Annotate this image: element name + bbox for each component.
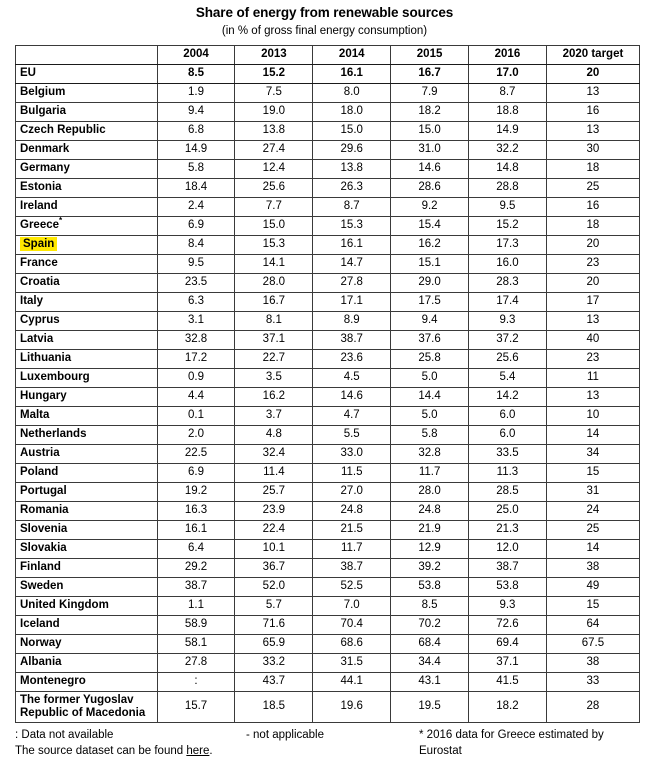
cell-value: 25 <box>546 520 639 539</box>
cell-country <box>16 235 158 254</box>
cell-country: Czech Republic <box>16 121 158 140</box>
cell-value: 23 <box>546 349 639 368</box>
cell-value: 27.4 <box>235 140 313 159</box>
table-row <box>16 349 640 368</box>
table-row <box>16 539 640 558</box>
cell-value: 4.4 <box>157 387 235 406</box>
cell-value: 18.8 <box>469 102 547 121</box>
cell-value: 27.0 <box>313 482 391 501</box>
footnote-greece-estimate: * 2016 data for Greece estimated by Eurostat <box>419 729 604 757</box>
cell-value: 25.6 <box>235 178 313 197</box>
cell-value: 8.0 <box>313 83 391 102</box>
cell-value: 17.5 <box>391 292 469 311</box>
cell-country: France <box>16 254 158 273</box>
cell-value: 70.4 <box>313 615 391 634</box>
cell-value: 19.6 <box>313 691 391 722</box>
cell-value: 25.6 <box>469 349 547 368</box>
cell-value: 68.4 <box>391 634 469 653</box>
cell-value: 34 <box>546 444 639 463</box>
cell-value: 8.9 <box>313 311 391 330</box>
cell-value: 58.9 <box>157 615 235 634</box>
cell-value: 53.8 <box>391 577 469 596</box>
cell-value: 9.5 <box>157 254 235 273</box>
header-cell-2016: 2016 <box>469 45 547 64</box>
cell-value: 30 <box>546 140 639 159</box>
table-row <box>16 444 640 463</box>
cell-country: Slovakia <box>16 539 158 558</box>
cell-value: 2.4 <box>157 197 235 216</box>
table-row <box>16 178 640 197</box>
cell-value: 11.7 <box>313 539 391 558</box>
cell-value: 21.3 <box>469 520 547 539</box>
header-cell-2013: 2013 <box>235 45 313 64</box>
cell-value: 19.2 <box>157 482 235 501</box>
source-dataset-link[interactable]: here <box>186 745 210 758</box>
table-row <box>16 273 640 292</box>
cell-value: 1.1 <box>157 596 235 615</box>
cell-value: 9.3 <box>469 596 547 615</box>
cell-value: 32.8 <box>157 330 235 349</box>
footnote-not-applicable: - not applicable <box>246 729 324 742</box>
cell-value: 3.1 <box>157 311 235 330</box>
cell-value: 27.8 <box>157 653 235 672</box>
cell-value: 14.4 <box>391 387 469 406</box>
cell-value: 33.0 <box>313 444 391 463</box>
cell-value: 40 <box>546 330 639 349</box>
cell-value: 69.4 <box>469 634 547 653</box>
table-row <box>16 311 640 330</box>
cell-value: 8.1 <box>235 311 313 330</box>
cell-value: 24 <box>546 501 639 520</box>
cell-value: 20 <box>546 273 639 292</box>
cell-value: 16.1 <box>157 520 235 539</box>
cell-value: 21.9 <box>391 520 469 539</box>
cell-value: 15.0 <box>391 121 469 140</box>
table-container <box>15 45 640 723</box>
table-row <box>16 159 640 178</box>
cell-country: Portugal <box>16 482 158 501</box>
table-row <box>16 406 640 425</box>
cell-value: 14 <box>546 539 639 558</box>
cell-value: 7.5 <box>235 83 313 102</box>
cell-country: Greece* <box>16 216 158 235</box>
cell-value: 64 <box>546 615 639 634</box>
cell-country: Netherlands <box>16 425 158 444</box>
cell-value: 8.7 <box>313 197 391 216</box>
cell-value: 15.0 <box>313 121 391 140</box>
cell-value: 14.2 <box>469 387 547 406</box>
table-row <box>16 482 640 501</box>
table-row <box>16 672 640 691</box>
cell-value: 17.4 <box>469 292 547 311</box>
cell-value: 38 <box>546 653 639 672</box>
cell-value: 6.9 <box>157 216 235 235</box>
header-cell-2014: 2014 <box>313 45 391 64</box>
cell-value: 7.7 <box>235 197 313 216</box>
cell-value: 15.7 <box>157 691 235 722</box>
cell-value: 16.7 <box>235 292 313 311</box>
table-row <box>16 197 640 216</box>
cell-value: 29.2 <box>157 558 235 577</box>
footnotes <box>15 728 640 760</box>
cell-value: 0.9 <box>157 368 235 387</box>
cell-value: 20 <box>546 235 639 254</box>
cell-value: 16.2 <box>235 387 313 406</box>
title-block <box>0 0 649 39</box>
cell-value: 38.7 <box>313 330 391 349</box>
cell-value: 20 <box>546 64 639 83</box>
cell-value: 22.7 <box>235 349 313 368</box>
cell-value: 16.0 <box>469 254 547 273</box>
table-row <box>16 463 640 482</box>
table-row <box>16 254 640 273</box>
cell-country: Denmark <box>16 140 158 159</box>
cell-value: 11.5 <box>313 463 391 482</box>
cell-value: 25.0 <box>469 501 547 520</box>
cell-value: 4.8 <box>235 425 313 444</box>
cell-country: Sweden <box>16 577 158 596</box>
cell-value: 1.9 <box>157 83 235 102</box>
cell-value: 5.0 <box>391 406 469 425</box>
header-cell-2004: 2004 <box>157 45 235 64</box>
cell-value: 24.8 <box>313 501 391 520</box>
cell-value: 22.4 <box>235 520 313 539</box>
cell-value: 2.0 <box>157 425 235 444</box>
cell-value: 13 <box>546 387 639 406</box>
cell-value: 9.4 <box>391 311 469 330</box>
header-cell-2015: 2015 <box>391 45 469 64</box>
cell-value: 9.3 <box>469 311 547 330</box>
cell-value: 16.1 <box>313 235 391 254</box>
table-row <box>16 64 640 83</box>
cell-country: Hungary <box>16 387 158 406</box>
cell-value: 16 <box>546 197 639 216</box>
footnote-asterisk: * <box>59 216 63 226</box>
cell-value: 15.2 <box>235 64 313 83</box>
cell-value: 8.7 <box>469 83 547 102</box>
cell-value: 23.6 <box>313 349 391 368</box>
cell-value: 70.2 <box>391 615 469 634</box>
cell-value: 9.5 <box>469 197 547 216</box>
cell-value: 5.5 <box>313 425 391 444</box>
cell-value: 18.5 <box>235 691 313 722</box>
cell-value: 14.6 <box>313 387 391 406</box>
table-row <box>16 330 640 349</box>
cell-country: Ireland <box>16 197 158 216</box>
table-row <box>16 387 640 406</box>
cell-value: 38.7 <box>157 577 235 596</box>
cell-value: 6.0 <box>469 406 547 425</box>
cell-value: 32.4 <box>235 444 313 463</box>
cell-value: 38.7 <box>313 558 391 577</box>
table-row <box>16 102 640 121</box>
cell-value: 13 <box>546 121 639 140</box>
cell-country: Bulgaria <box>16 102 158 121</box>
cell-value: 53.8 <box>469 577 547 596</box>
cell-value: 14.6 <box>391 159 469 178</box>
cell-value: 26.3 <box>313 178 391 197</box>
cell-value: 37.1 <box>235 330 313 349</box>
cell-value: 11.3 <box>469 463 547 482</box>
cell-value: 15.4 <box>391 216 469 235</box>
cell-country: Iceland <box>16 615 158 634</box>
cell-country: Poland <box>16 463 158 482</box>
table-row <box>16 501 640 520</box>
cell-value: 28 <box>546 691 639 722</box>
cell-country: Norway <box>16 634 158 653</box>
table-row <box>16 634 640 653</box>
header-cell-country <box>16 45 158 64</box>
cell-value: 7.0 <box>313 596 391 615</box>
cell-country: Lithuania <box>16 349 158 368</box>
cell-value: 5.8 <box>391 425 469 444</box>
cell-value: 28.6 <box>391 178 469 197</box>
cell-value: 14.7 <box>313 254 391 273</box>
table-row <box>16 368 640 387</box>
cell-value: 15.3 <box>235 235 313 254</box>
cell-value: 13 <box>546 83 639 102</box>
cell-country: Germany <box>16 159 158 178</box>
cell-value: 6.0 <box>469 425 547 444</box>
cell-value: 17.3 <box>469 235 547 254</box>
cell-value: 5.7 <box>235 596 313 615</box>
cell-value: 23.9 <box>235 501 313 520</box>
cell-value: 15.2 <box>469 216 547 235</box>
table-row <box>16 577 640 596</box>
cell-value: 65.9 <box>235 634 313 653</box>
cell-country: Austria <box>16 444 158 463</box>
cell-value: 33 <box>546 672 639 691</box>
cell-value: 38 <box>546 558 639 577</box>
cell-value: 6.3 <box>157 292 235 311</box>
cell-value: : <box>157 672 235 691</box>
cell-value: 17 <box>546 292 639 311</box>
cell-value: 6.4 <box>157 539 235 558</box>
cell-value: 6.9 <box>157 463 235 482</box>
cell-value: 31.5 <box>313 653 391 672</box>
cell-value: 14.9 <box>157 140 235 159</box>
table-row <box>16 691 640 722</box>
cell-value: 28.5 <box>469 482 547 501</box>
cell-value: 3.7 <box>235 406 313 425</box>
cell-value: 15 <box>546 596 639 615</box>
cell-country: Croatia <box>16 273 158 292</box>
cell-value: 18.0 <box>313 102 391 121</box>
cell-value: 14 <box>546 425 639 444</box>
cell-value: 16.2 <box>391 235 469 254</box>
cell-value: 11 <box>546 368 639 387</box>
cell-value: 14.9 <box>469 121 547 140</box>
cell-country: EU <box>16 64 158 83</box>
cell-value: 68.6 <box>313 634 391 653</box>
cell-value: 6.8 <box>157 121 235 140</box>
renewable-energy-table <box>15 45 640 723</box>
cell-value: 32.2 <box>469 140 547 159</box>
cell-value: 33.2 <box>235 653 313 672</box>
cell-value: 28.0 <box>391 482 469 501</box>
cell-value: 28.3 <box>469 273 547 292</box>
table-row <box>16 558 640 577</box>
country-label-highlighted: Spain <box>20 237 57 251</box>
cell-country: Luxembourg <box>16 368 158 387</box>
cell-value: 9.2 <box>391 197 469 216</box>
source-text-suffix: . <box>209 745 213 758</box>
cell-value: 23 <box>546 254 639 273</box>
table-header <box>16 45 640 64</box>
table-row <box>16 653 640 672</box>
cell-value: 23.5 <box>157 273 235 292</box>
header-cell-2020-target: 2020 target <box>546 45 639 64</box>
cell-value: 18 <box>546 159 639 178</box>
cell-value: 18.2 <box>391 102 469 121</box>
table-row <box>16 425 640 444</box>
cell-value: 0.1 <box>157 406 235 425</box>
cell-value: 16.1 <box>313 64 391 83</box>
cell-country: Latvia <box>16 330 158 349</box>
cell-country: Albania <box>16 653 158 672</box>
table-row <box>16 83 640 102</box>
cell-value: 12.0 <box>469 539 547 558</box>
cell-value: 24.8 <box>391 501 469 520</box>
cell-value: 5.0 <box>391 368 469 387</box>
cell-value: 32.8 <box>391 444 469 463</box>
cell-value: 37.1 <box>469 653 547 672</box>
cell-value: 31.0 <box>391 140 469 159</box>
page-subtitle: (in % of gross final energy consumption) <box>221 24 428 37</box>
cell-value: 28.8 <box>469 178 547 197</box>
cell-value: 10.1 <box>235 539 313 558</box>
cell-value: 29.6 <box>313 140 391 159</box>
cell-country: Cyprus <box>16 311 158 330</box>
cell-value: 18.4 <box>157 178 235 197</box>
cell-value: 37.2 <box>469 330 547 349</box>
cell-country: Slovenia <box>16 520 158 539</box>
cell-country: Finland <box>16 558 158 577</box>
cell-value: 71.6 <box>235 615 313 634</box>
table-body <box>16 64 640 722</box>
cell-value: 16.7 <box>391 64 469 83</box>
cell-value: 13.8 <box>313 159 391 178</box>
cell-value: 14.8 <box>469 159 547 178</box>
cell-value: 31 <box>546 482 639 501</box>
cell-value: 25.7 <box>235 482 313 501</box>
cell-value: 18.2 <box>469 691 547 722</box>
cell-value: 5.4 <box>469 368 547 387</box>
cell-value: 27.8 <box>313 273 391 292</box>
cell-country: Malta <box>16 406 158 425</box>
cell-value: 43.7 <box>235 672 313 691</box>
cell-value: 41.5 <box>469 672 547 691</box>
cell-value: 4.7 <box>313 406 391 425</box>
table-row <box>16 615 640 634</box>
page-title: Share of energy from renewable sources <box>195 5 454 20</box>
cell-value: 19.0 <box>235 102 313 121</box>
table-row <box>16 121 640 140</box>
cell-value: 34.4 <box>391 653 469 672</box>
cell-value: 22.5 <box>157 444 235 463</box>
cell-value: 17.2 <box>157 349 235 368</box>
cell-value: 33.5 <box>469 444 547 463</box>
cell-value: 52.0 <box>235 577 313 596</box>
cell-value: 14.1 <box>235 254 313 273</box>
cell-value: 36.7 <box>235 558 313 577</box>
cell-value: 16.3 <box>157 501 235 520</box>
cell-country: Romania <box>16 501 158 520</box>
table-row <box>16 216 640 235</box>
cell-value: 15.3 <box>313 216 391 235</box>
cell-value: 25.8 <box>391 349 469 368</box>
cell-value: 17.0 <box>469 64 547 83</box>
table-row <box>16 520 640 539</box>
header-row <box>16 45 640 64</box>
cell-value: 9.4 <box>157 102 235 121</box>
cell-value: 18 <box>546 216 639 235</box>
cell-value: 43.1 <box>391 672 469 691</box>
cell-value: 15 <box>546 463 639 482</box>
cell-country: The former Yugoslav Republic of Macedonia <box>16 691 158 722</box>
cell-country: Montenegro <box>16 672 158 691</box>
cell-value: 38.7 <box>469 558 547 577</box>
cell-country: Italy <box>16 292 158 311</box>
cell-value: 8.5 <box>391 596 469 615</box>
cell-value: 44.1 <box>313 672 391 691</box>
cell-value: 29.0 <box>391 273 469 292</box>
cell-value: 5.8 <box>157 159 235 178</box>
cell-value: 8.5 <box>157 64 235 83</box>
cell-country: Estonia <box>16 178 158 197</box>
cell-value: 12.9 <box>391 539 469 558</box>
cell-value: 8.4 <box>157 235 235 254</box>
table-row <box>16 596 640 615</box>
cell-value: 16 <box>546 102 639 121</box>
table-row <box>16 235 640 254</box>
cell-value: 13 <box>546 311 639 330</box>
cell-value: 11.7 <box>391 463 469 482</box>
cell-value: 15.1 <box>391 254 469 273</box>
cell-value: 10 <box>546 406 639 425</box>
cell-value: 37.6 <box>391 330 469 349</box>
table-row <box>16 292 640 311</box>
cell-value: 52.5 <box>313 577 391 596</box>
cell-value: 12.4 <box>235 159 313 178</box>
cell-value: 11.4 <box>235 463 313 482</box>
cell-value: 72.6 <box>469 615 547 634</box>
cell-value: 39.2 <box>391 558 469 577</box>
cell-value: 4.5 <box>313 368 391 387</box>
cell-value: 7.9 <box>391 83 469 102</box>
cell-value: 13.8 <box>235 121 313 140</box>
cell-value: 25 <box>546 178 639 197</box>
source-text-prefix: The source dataset can be found <box>15 745 187 758</box>
cell-country: United Kingdom <box>16 596 158 615</box>
cell-value: 21.5 <box>313 520 391 539</box>
cell-value: 58.1 <box>157 634 235 653</box>
cell-value: 3.5 <box>235 368 313 387</box>
cell-value: 28.0 <box>235 273 313 292</box>
cell-value: 67.5 <box>546 634 639 653</box>
table-row <box>16 140 640 159</box>
cell-value: 17.1 <box>313 292 391 311</box>
cell-country: Belgium <box>16 83 158 102</box>
cell-value: 49 <box>546 577 639 596</box>
cell-value: 15.0 <box>235 216 313 235</box>
footnote-not-available: : Data not available <box>15 729 114 742</box>
cell-value: 19.5 <box>391 691 469 722</box>
